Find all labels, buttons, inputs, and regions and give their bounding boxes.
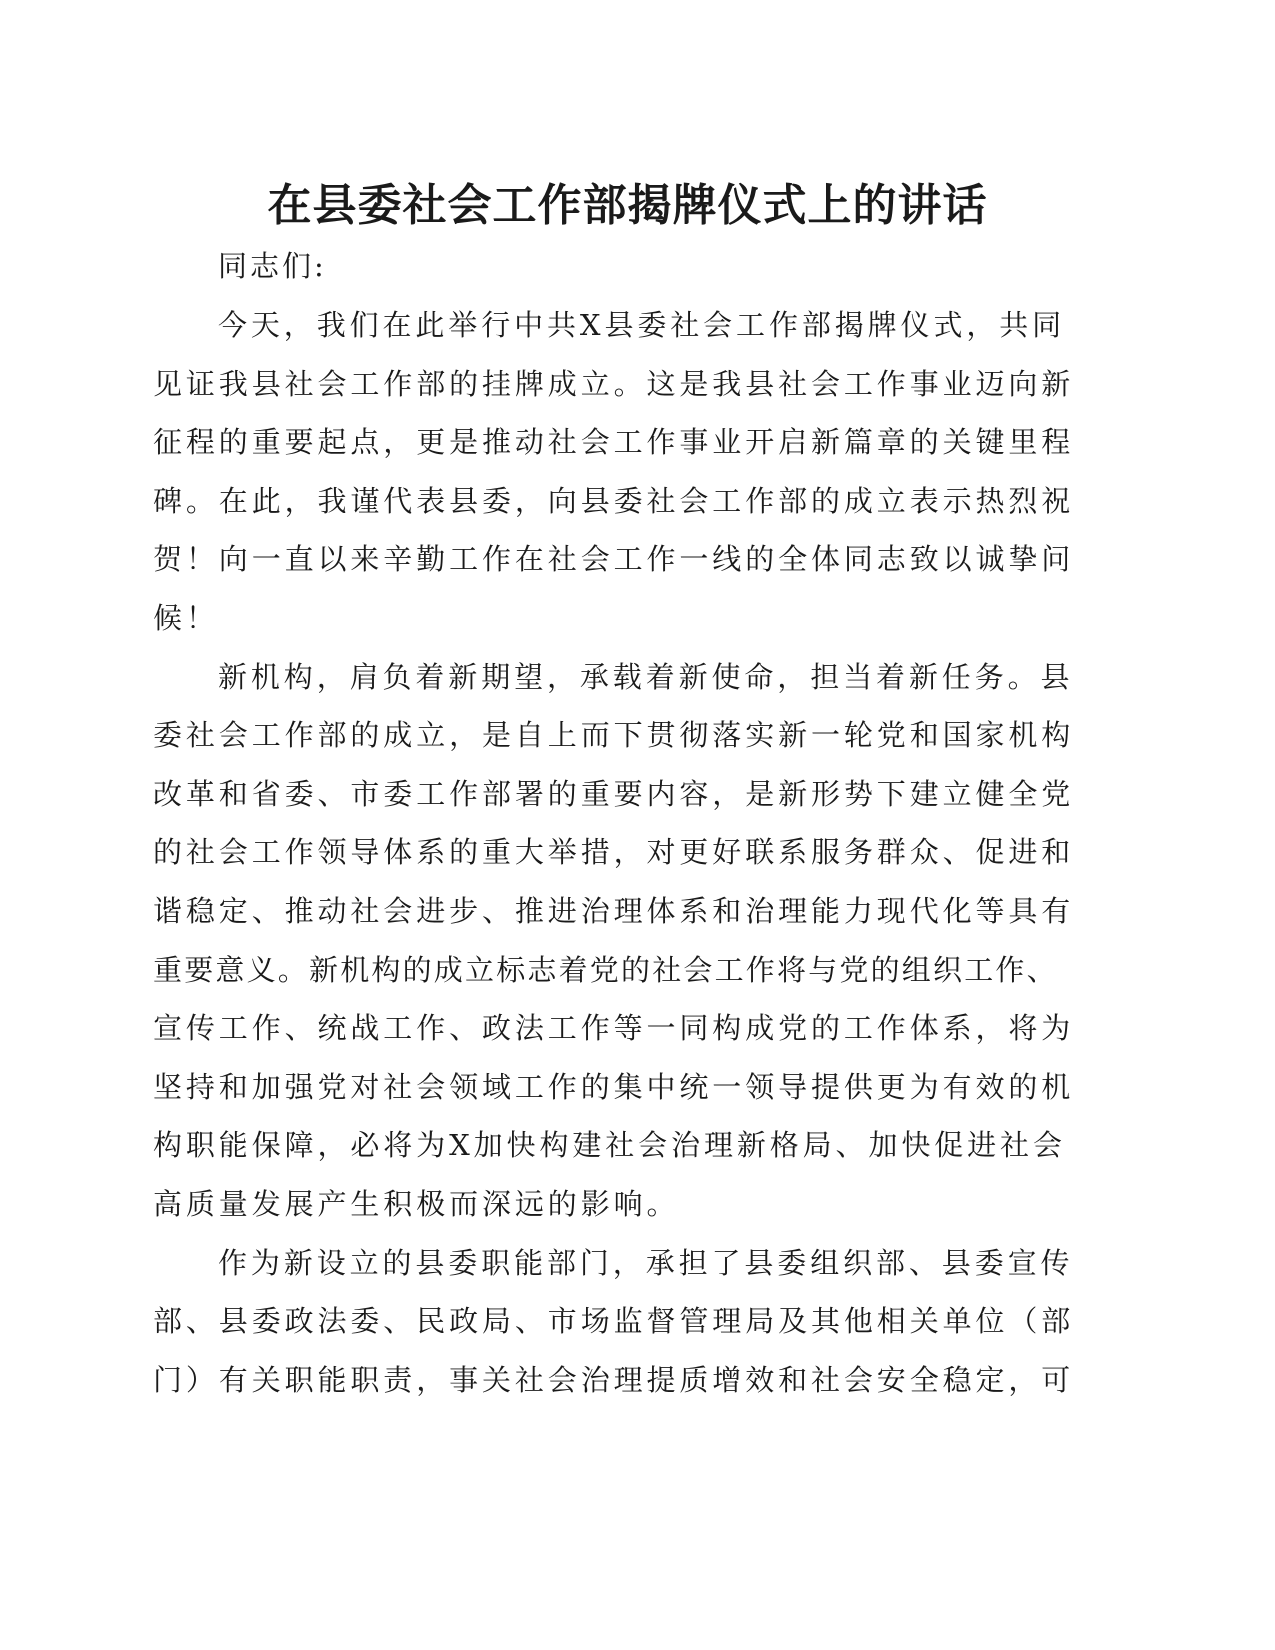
text-line: 构职能保障，必将为X加快构建社会治理新格局、加快促进社会	[153, 1128, 1066, 1163]
text-line: 改革和省委、市委工作部署的重要内容，是新形势下建立健全党	[153, 776, 1075, 811]
text-line: 重要意义。新机构的成立标志着党的社会工作将与党的组织工作、	[153, 952, 1058, 987]
text-line: 谐稳定、推动社会进步、推进治理体系和治理能力现代化等具有	[153, 893, 1075, 928]
body-lines	[153, 296, 1103, 1409]
text-line: 见证我县社会工作部的挂牌成立。这是我县社会工作事业迈向新	[153, 366, 1075, 401]
text-line: 新机构，肩负着新期望，承载着新使命，担当着新任务。县	[218, 659, 1074, 694]
text-line: 候！	[153, 600, 219, 635]
text-line: 的社会工作领导体系的重大举措，对更好联系服务群众、促进和	[153, 835, 1075, 870]
document-body	[153, 236, 1103, 1409]
salutation: 同志们:	[218, 249, 327, 283]
text-line: 今天，我们在此举行中共X县委社会工作部揭牌仪式，共同	[218, 308, 1066, 342]
text-line: 高质量发展产生积极而深远的影响。	[153, 1186, 680, 1221]
text-line: 部、县委政法委、民政局、市场监督管理局及其他相关单位（部	[153, 1304, 1075, 1339]
text-line: 门）有关职能职责，事关社会治理提质增效和社会安全稳定，可	[153, 1362, 1075, 1397]
document-title: 在县委社会工作部揭牌仪式上的讲话	[267, 180, 988, 231]
text-line: 碑。在此，我谨代表县委，向县委社会工作部的成立表示热烈祝	[153, 483, 1075, 518]
text-line: 作为新设立的县委职能部门，承担了县委组织部、县委宣传	[218, 1245, 1074, 1280]
text-line: 委社会工作部的成立，是自上而下贯彻落实新一轮党和国家机构	[153, 718, 1075, 753]
text-line: 坚持和加强党对社会领域工作的集中统一领导提供更为有效的机	[153, 1069, 1075, 1104]
text-line: 征程的重要起点，更是推动社会工作事业开启新篇章的关键里程	[153, 425, 1075, 460]
text-line: 宣传工作、统战工作、政法工作等一同构成党的工作体系，将为	[153, 1011, 1075, 1046]
text-line: 贺！向一直以来辛勤工作在社会工作一线的全体同志致以诚挚问	[153, 542, 1075, 577]
